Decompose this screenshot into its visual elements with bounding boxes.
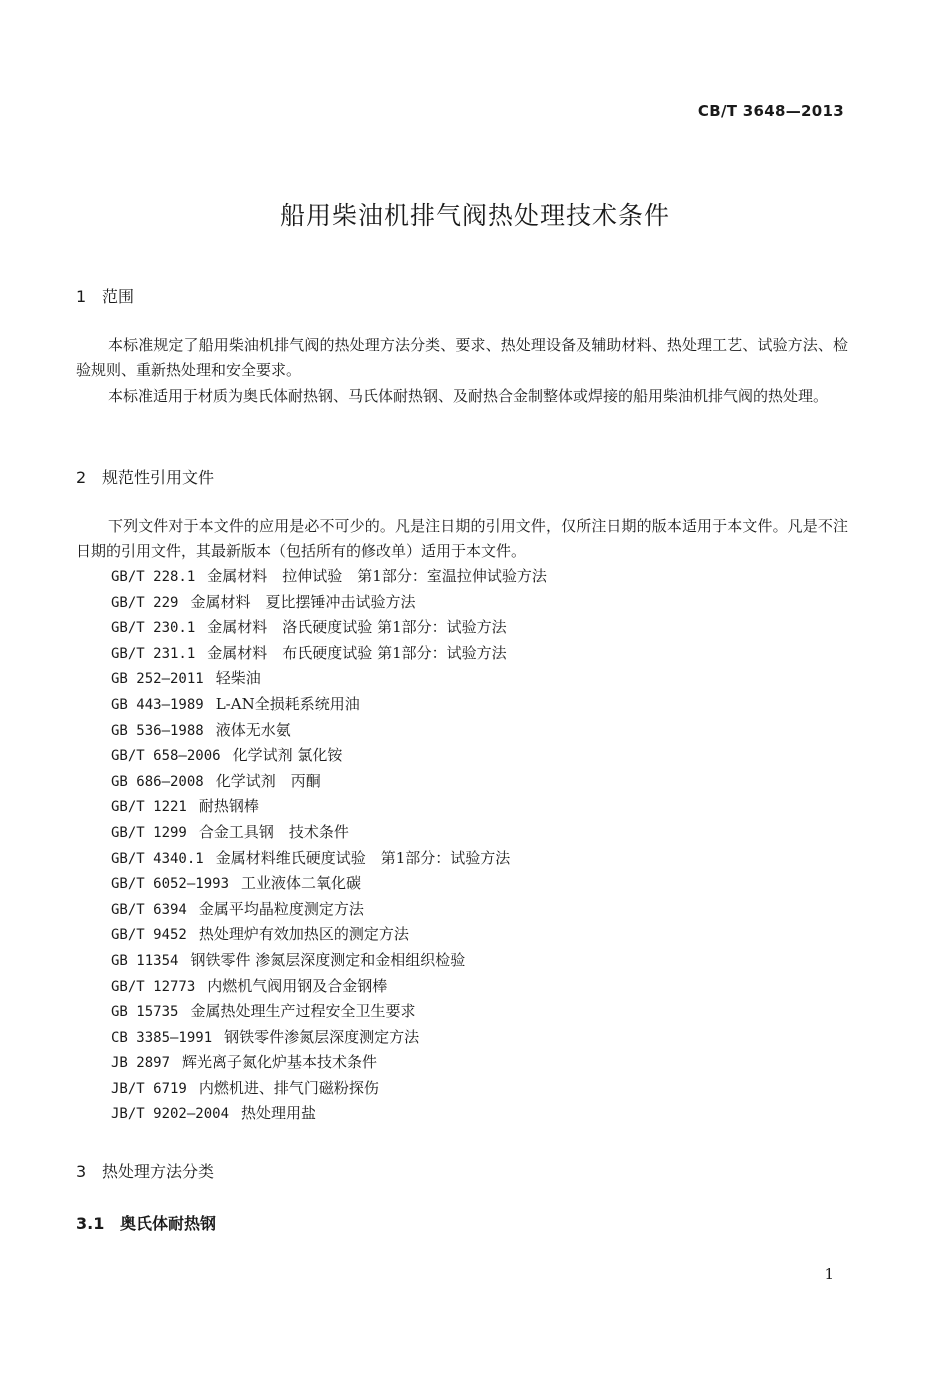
reference-title: 液体无水氨 — [215, 720, 291, 739]
reference-item — [111, 590, 547, 616]
reference-code: GB/T 9452 — [111, 927, 187, 944]
reference-item — [111, 1025, 547, 1051]
reference-code: GB/T 658—2006 — [111, 748, 221, 765]
reference-item — [111, 948, 547, 974]
reference-title: 金属热处理生产过程安全卫生要求 — [190, 1002, 416, 1021]
reference-item — [111, 666, 547, 692]
scope-paragraph-1: 本标准规定了船用柴油机排气阀的热处理方法分类、要求、热处理设备及辅助材料、热处理工艺、试验方法、检验规则、重新热处理和安全要求。 — [76, 336, 848, 379]
scope-paragraph-2: 本标准适用于材质为奥氏体耐热钢、马氏体耐热钢、及耐热合金制整体或焊接的船用柴油机排气阀的热处理。 — [108, 387, 829, 405]
reference-code: JB/T 6719 — [111, 1080, 187, 1097]
reference-code: GB 536—1988 — [111, 722, 204, 739]
section-heading-scope — [76, 284, 134, 307]
reference-title: 钢铁零件渗氮层深度测定方法 — [224, 1027, 420, 1046]
reference-code: GB/T 229 — [111, 594, 179, 611]
reference-code: GB 11354 — [111, 952, 179, 969]
reference-title: 热处理炉有效加热区的测定方法 — [198, 925, 409, 944]
reference-title: 金属材料维氏硬度试验 第1部分：试验方法 — [215, 848, 511, 867]
reference-title: 金属材料 夏比摆锤冲击试验方法 — [190, 592, 416, 611]
reference-item — [111, 999, 547, 1025]
reference-code: GB/T 1299 — [111, 824, 187, 841]
page-number: 1 — [824, 1265, 834, 1283]
reference-title: 内燃机气阀用钢及合金钢棒 — [207, 976, 388, 995]
reference-code: JB 2897 — [111, 1055, 171, 1072]
reference-item — [111, 692, 547, 718]
reference-item — [111, 1076, 547, 1102]
reference-title: 内燃机进、排气门磁粉探伤 — [198, 1078, 379, 1097]
references-intro-paragraph: 下列文件对于本文件的应用是必不可少的。凡是注日期的引用文件，仅所注日期的版本适用于本文件。凡是不注日期的引用文件，其最新版本（包括所有的修改单）适用于本文件。 — [76, 517, 848, 560]
reference-code: GB/T 231.1 — [111, 645, 196, 662]
section-heading-normative-references — [76, 465, 214, 488]
reference-code: GB/T 1221 — [111, 799, 187, 816]
reference-title: 金属材料 拉伸试验 第1部分：室温拉伸试验方法 — [207, 567, 547, 585]
reference-item — [111, 564, 547, 590]
reference-title: 化学试剂 氯化铵 — [232, 746, 343, 765]
section-number: 1 — [76, 287, 87, 306]
reference-code: GB 443—1989 — [111, 696, 204, 713]
reference-code: GB/T 4340.1 — [111, 850, 204, 867]
reference-title: L-AN全损耗系统用油 — [215, 694, 360, 713]
reference-item — [111, 615, 547, 641]
reference-title: 金属材料 洛氏硬度试验 第1部分：试验方法 — [207, 618, 507, 637]
section-number: 3 — [76, 1162, 87, 1181]
reference-code: GB/T 6394 — [111, 901, 187, 918]
standard-number: CB/T 3648—2013 — [697, 102, 844, 120]
reference-item — [111, 769, 547, 795]
reference-code: GB/T 230.1 — [111, 620, 196, 637]
reference-item — [111, 1050, 547, 1076]
reference-item — [111, 897, 547, 923]
reference-item — [111, 641, 547, 667]
reference-item — [111, 743, 547, 769]
reference-code: GB/T 6052—1993 — [111, 876, 230, 893]
subsection-number: 3.1 — [76, 1214, 105, 1233]
reference-title: 辉光离子氮化炉基本技术条件 — [182, 1053, 378, 1072]
reference-title: 工业液体二氧化碳 — [241, 874, 362, 893]
reference-item — [111, 718, 547, 744]
section-number: 2 — [76, 468, 87, 487]
section-title: 规范性引用文件 — [102, 468, 215, 487]
reference-code: JB/T 9202—2004 — [111, 1106, 230, 1123]
reference-title: 轻柴油 — [215, 669, 261, 688]
reference-code: GB 252—2011 — [111, 671, 204, 688]
reference-title: 热处理用盐 — [241, 1104, 317, 1123]
reference-title: 钢铁零件 渗氮层深度测定和金相组织检验 — [190, 950, 466, 969]
reference-code: GB/T 12773 — [111, 978, 196, 995]
subsection-title: 奥氏体耐热钢 — [120, 1214, 217, 1233]
reference-item — [111, 974, 547, 1000]
reference-item — [111, 846, 547, 872]
section-title: 热处理方法分类 — [102, 1162, 215, 1181]
reference-code: GB/T 228.1 — [111, 569, 196, 585]
reference-code: CB 3385—1991 — [111, 1029, 213, 1046]
reference-title: 耐热钢棒 — [198, 797, 259, 816]
reference-code: GB 15735 — [111, 1004, 179, 1021]
reference-title: 化学试剂 丙酮 — [215, 771, 321, 790]
reference-code: GB 686—2008 — [111, 773, 204, 790]
document-title: 船用柴油机排气阀热处理技术条件 — [279, 201, 670, 230]
reference-item — [111, 820, 547, 846]
subsection-heading-austenitic-steel — [76, 1211, 216, 1234]
reference-list — [111, 564, 547, 1127]
section-heading-heat-treatment-classification — [76, 1159, 214, 1182]
reference-title: 合金工具钢 技术条件 — [198, 822, 349, 841]
section-title: 范围 — [102, 287, 135, 306]
reference-title: 金属平均晶粒度测定方法 — [198, 899, 364, 918]
reference-item — [111, 871, 547, 897]
reference-item — [111, 794, 547, 820]
reference-item — [111, 922, 547, 948]
reference-title: 金属材料 布氏硬度试验 第1部分：试验方法 — [207, 643, 507, 662]
reference-item — [111, 1101, 547, 1127]
